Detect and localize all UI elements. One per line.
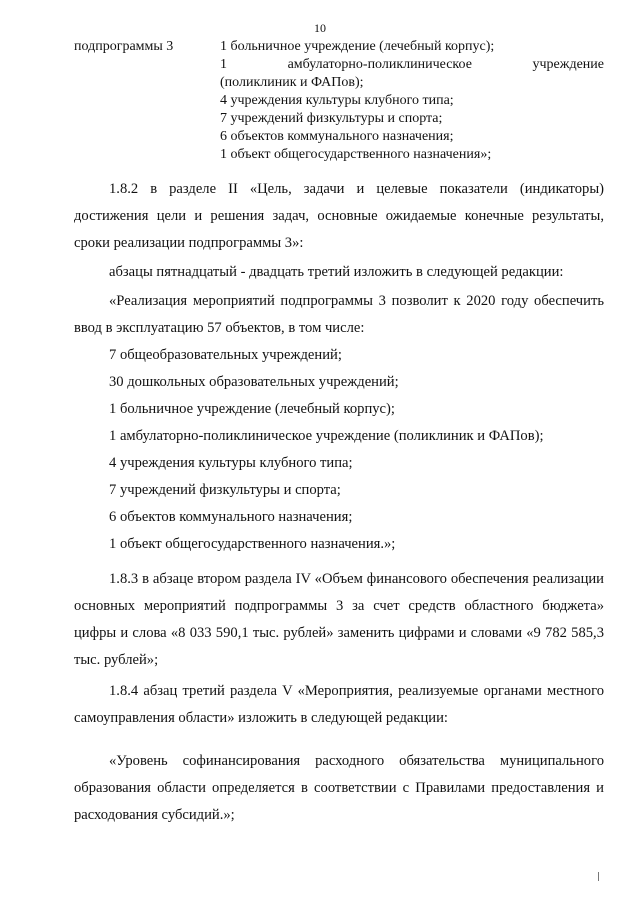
section-1-8-3 — [74, 566, 604, 674]
list-item: 7 учреждений физкультуры и спорта; — [220, 111, 443, 126]
section-1-8-3-text: 1.8.3 в абзаце втором раздела IV «Объем финансового обеспечения реализации основных мероприятий подпрограммы 3 за счет средств областного бюджета» цифры и слова «8 033 590,1 тыс. рублей» заменить цифрами и словами «9 782 585,3 тыс. рублей»; — [74, 571, 604, 668]
list-item: 7 учреждений физкультуры и спорта; — [109, 482, 341, 498]
list-item-continuation: (поликлиник и ФАПов); — [220, 75, 364, 90]
section-1-8-2-instruction: абзацы пятнадцатый - двадцать третий изложить в следующей редакции: — [109, 264, 564, 280]
subprogram-objects-list — [220, 38, 604, 164]
page-number: 10 — [314, 21, 326, 35]
section-1-8-2-intro: 1.8.2 в разделе II «Цель, задачи и целевые показатели (индикаторы) достижения цели и решения задач, основные ожидаемые конечные результаты, сроки реализации подпрограммы 3»: — [74, 181, 604, 251]
subprogram-objects-block — [74, 38, 604, 168]
list-item-noun: учреждение — [532, 57, 604, 72]
list-item-number: 1 — [220, 57, 227, 72]
list-item: 1 объект общегосударственного назначения»; — [220, 147, 492, 162]
list-item: 6 объектов коммунального назначения; — [109, 509, 353, 525]
list-item: 4 учреждения культуры клубного типа; — [220, 93, 454, 108]
list-item: 1 амбулаторно-поликлиническое учреждение (поликлиник и ФАПов); — [109, 428, 544, 444]
list-item: 1 больничное учреждение (лечебный корпус); — [220, 39, 495, 54]
list-item: 1 больничное учреждение (лечебный корпус); — [109, 401, 395, 417]
section-1-8-4 — [74, 678, 604, 829]
list-item: 1 объект общегосударственного назначения.»; — [109, 536, 396, 552]
list-item-type: амбулаторно-поликлиническое — [287, 57, 472, 72]
list-item: 4 учреждения культуры клубного типа; — [109, 455, 353, 471]
section-1-8-4-quote: «Уровень софинансирования расходного обязательства муниципального образования области определяется в соответствии с Правилами предоставления и расходования субсидий.»; — [74, 753, 604, 823]
subprogram-label: подпрограммы 3 — [74, 39, 174, 54]
list-item — [220, 56, 604, 74]
list-item: 30 дошкольных образовательных учреждений; — [109, 374, 399, 390]
section-1-8-2-quote: «Реализация мероприятий подпрограммы 3 позволит к 2020 году обеспечить ввод в эксплуатацию 57 объектов, в том числе: — [74, 293, 604, 336]
list-item: 6 объектов коммунального назначения; — [220, 129, 454, 144]
section-1-8-4-text: 1.8.4 абзац третий раздела V «Мероприятия, реализуемые органами местного самоуправления области» изложить в следующей редакции: — [74, 683, 604, 726]
list-item: 7 общеобразовательных учреждений; — [109, 347, 342, 363]
section-1-8-2 — [74, 176, 604, 558]
margin-mark — [598, 872, 599, 881]
